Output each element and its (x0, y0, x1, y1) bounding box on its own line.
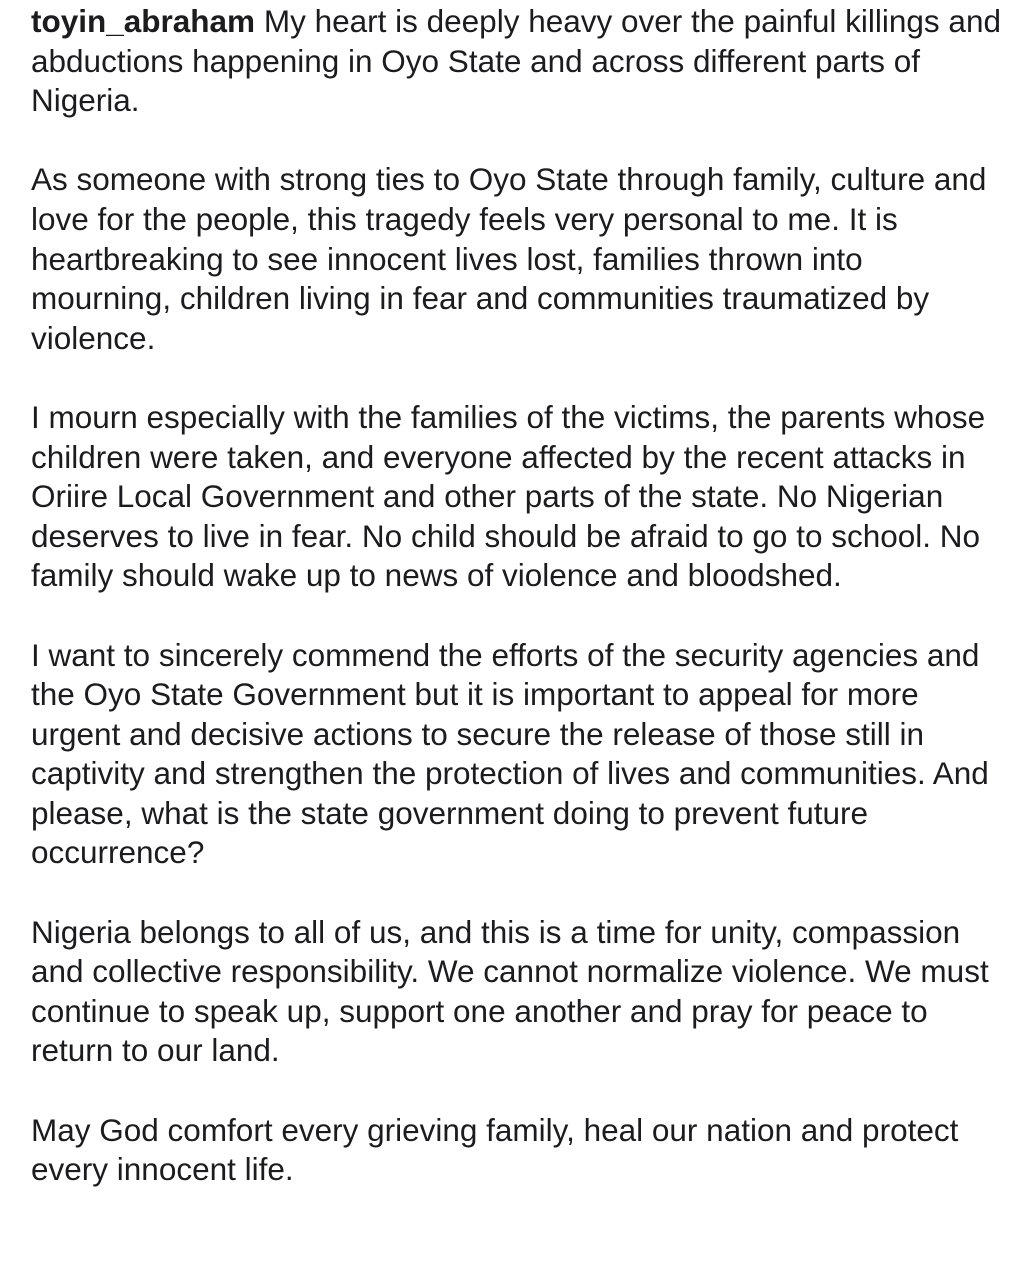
caption-text-1: My heart is deeply heavy over the painful killings and abductions happening in Oyo State and across different parts of Nigeria. (31, 3, 1001, 119)
caption-paragraph-6: May God comfort every grieving family, heal our nation and protect every innocent life. (31, 1111, 959, 1188)
username-link[interactable]: toyin_abraham (31, 3, 256, 39)
caption-paragraph-1 (31, 2, 1006, 121)
caption-paragraph-4: I want to sincerely commend the efforts of the security agencies and the Oyo State Government but it is important to appeal for more urgent and decisive actions to secure the release of those still in captivity and strengthen the protection of lives and communities. And please, what is the state government doing to prevent future occurrence? (31, 636, 989, 871)
post-caption (31, 2, 1006, 1229)
caption-paragraph-3: I mourn especially with the families of the victims, the parents whose children were taken, and everyone affected by the recent attacks in Oriire Local Government and other parts of the state. No Nigerian deserves to live in fear. No child should be afraid to go to school. No family should wake up to news of violence and bloodshed. (31, 398, 986, 594)
caption-paragraph-5: Nigeria belongs to all of us, and this is a time for unity, compassion and collective responsibility. We cannot normalize violence. We must continue to speak up, support one another and pray for peace to return to our land. (31, 913, 989, 1069)
caption-paragraph-2: As someone with strong ties to Oyo State through family, culture and love for the people, this tragedy feels very personal to me. It is heartbreaking to see innocent lives lost, families thrown into mourning, children living in fear and communities traumatized by violence. (31, 161, 987, 356)
